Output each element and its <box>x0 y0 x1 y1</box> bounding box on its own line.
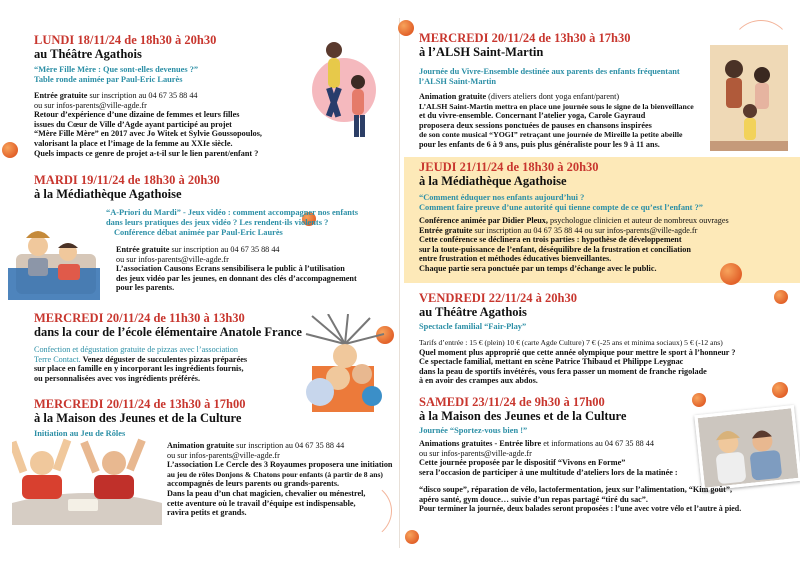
event-text: psychologue clinicien et auteur de nombreux ouvrages <box>547 216 729 225</box>
event-subtitle: Conférence débat animée par Paul-Eric Laurès <box>114 228 283 237</box>
event-text: Cette journée proposée par le dispositif “Vivons en Forme” <box>419 458 626 468</box>
event-text: Cette conférence se déclinera en trois parties : hypothèse de développement <box>419 235 682 245</box>
event-text: cette aventure où le travail d’équipe est indispensable, <box>167 498 356 508</box>
column-divider <box>399 18 400 548</box>
board-game-photo <box>12 433 162 525</box>
event-place: à la Maison des Jeunes et de la Culture <box>419 409 627 423</box>
event-wednesday-rpg <box>34 397 384 439</box>
event-text: sur inscription au 04 67 35 88 44 <box>169 245 280 254</box>
event-thursday <box>419 160 794 274</box>
orange-ball-deco <box>398 20 414 36</box>
event-subtitle: Spectacle familial “Fair-Play” <box>419 322 527 331</box>
event-text: accompagnés de leurs parents ou grands-parents. <box>167 479 340 489</box>
orange-ball-deco <box>405 530 419 544</box>
event-subtitle: “Mère Fille Mère : Que sont-elles devenues ?” <box>34 65 199 74</box>
entry-label: Entrée gratuite <box>34 91 88 100</box>
event-text: Chaque partie sera ponctuée par un temps d’échange avec le public. <box>419 263 657 273</box>
event-text: entre frustration et méthodes éducatives bienveillantes. <box>419 254 612 264</box>
event-text: et informations au 04 67 35 88 44 <box>541 439 654 448</box>
event-text: ou sur infos-parents@ville-agde.fr <box>116 254 229 264</box>
event-highlight: Confection et dégustation <box>34 345 119 354</box>
family-sport-photo <box>694 405 800 491</box>
event-place: au Théâtre Agathois <box>34 47 142 61</box>
event-text: ravira petits et grands. <box>167 508 247 518</box>
event-text: apéro santé, gym douce… suivie d’un repas partagé “tiré du sac”. <box>419 494 648 504</box>
event-wednesday-alsh <box>419 31 709 150</box>
event-text: des jeux vidéo par les jeunes, en donnant des clés d’accompagnement <box>116 273 357 283</box>
event-text: pour les parents. <box>116 283 175 293</box>
event-subtitle: “A-Priori du Mardi” - Jeux vidéo : comment accompagner nos enfants <box>106 208 358 217</box>
event-tuesday <box>34 173 374 293</box>
event-monday <box>34 33 304 158</box>
event-text: sur inscription au 04 67 35 88 44 <box>234 441 345 450</box>
event-subtitle: Table ronde animée par Paul-Eric Laurès <box>34 75 183 84</box>
event-date: MARDI 19/11/24 de 18h30 à 20h30 <box>34 173 220 187</box>
event-text: ou sur infos-parents@ville-agde.fr <box>34 100 147 110</box>
event-text: “disco soupe”, réparation de vélo, lactofermentation, jeux sur l’alimentation, “Kim goût”, <box>419 485 732 494</box>
price-text: Tarifs d’entrée : 15 € (plein) 10 € (carte Agde Culture) 7 € (-25 ans et minima sociaux) 5 € (-12 ans) <box>419 338 723 347</box>
event-text: dans la peau de sportifs invétérés, vous fera passer un moment de franche rigolade <box>419 366 707 376</box>
event-text: ou sur infos-parents@ville-agde.fr <box>167 450 280 460</box>
event-date: MERCREDI 20/11/24 de 13h30 à 17h00 <box>34 397 246 411</box>
event-place: à la Médiathèque Agathoise <box>34 187 182 201</box>
entry-label: Entrée gratuite <box>116 245 170 254</box>
entry-label: Animation gratuite <box>167 441 235 450</box>
event-subtitle: Comment faire preuve d’une autorité qui tienne compte de ce qu’est l’enfant ?” <box>419 203 703 212</box>
event-date: LUNDI 18/11/24 de 18h30 à 20h30 <box>34 33 217 47</box>
event-text: de son conte musical “YOGI” retraçant une journée de Mireille la petite abeille <box>419 130 683 140</box>
event-date: VENDREDI 22/11/24 à 20h30 <box>419 291 578 305</box>
event-text: issues du Cœur de Ville d’Agde ayant participé au projet <box>34 119 232 129</box>
event-text: “Mère Fille Mère” en 2017 avec Jo Witek et Sylvie Goussopoulos, <box>34 129 262 139</box>
event-date: SAMEDI 23/11/24 de 9h30 à 17h00 <box>419 395 605 409</box>
entry-label: Animations gratuites - Entrée libre <box>419 439 542 448</box>
event-subtitle: l’ALSH Saint-Martin <box>419 77 497 86</box>
event-saturday <box>419 395 709 477</box>
event-text: ou personnalisées avec vos ingrédients préférés. <box>34 373 201 383</box>
event-place: à l’ALSH Saint-Martin <box>419 45 544 59</box>
event-date: JEUDI 21/11/24 de 18h30 à 20h30 <box>419 160 599 174</box>
event-text: Dans la peau d’un chat magicien, chevalier ou ménestrel, <box>167 488 366 498</box>
event-text: Venez déguster de succulentes pizzas préparées <box>80 354 248 364</box>
event-highlight: gratuite de pizzas avec l’association <box>118 345 238 354</box>
event-text: sur la toute-puissance de l’enfant, déséquilibre de la frustration et conciliation <box>419 244 691 254</box>
event-text: sur inscription au 04 67 35 88 44 <box>87 91 198 100</box>
event-subtitle: Initiation au Jeu de Rôles <box>34 429 126 438</box>
event-subtitle: Journée “Sportez-vous bien !” <box>419 426 528 435</box>
event-text: valorisant la place et l’image de la femme au XXIe siècle. <box>34 138 233 148</box>
event-text: L’association Le Cercle des 3 Royaumes proposera une initiation <box>167 460 393 470</box>
event-text: proposera deux sessions ponctuées de pauses en chansons inspirées <box>419 120 652 130</box>
entry-label: Entrée gratuite <box>419 225 473 235</box>
event-friday <box>419 291 794 386</box>
entry-label: Animation gratuite <box>419 92 487 101</box>
speaker-label: Conférence animée par Didier Pleux, <box>419 216 548 225</box>
event-text: sur place en famille en y incorporant les ingrédients fournis, <box>34 364 244 374</box>
event-wednesday-pizza <box>34 311 304 383</box>
event-subtitle: dans leurs pratiques des jeux vidéo ? Les rendent-ils violents ? <box>106 218 329 227</box>
event-text: et du vivre-ensemble. Concernant l’atelier yoga, Carole Gayraud <box>419 111 646 121</box>
event-subtitle: “Comment éduquer nos enfants aujourd’hui ? <box>419 193 585 202</box>
event-text: au jeu de rôles Donjons & Chatons pour enfants (à partir de 8 ans) <box>167 469 383 479</box>
event-text: ou sur infos-parents@ville-agde.fr <box>419 448 532 458</box>
event-highlight: Terre Contact. <box>34 354 81 364</box>
event-subtitle: Journée du Vivre-Ensemble destinée aux parents des enfants fréquentant <box>419 67 680 76</box>
yoga-family-photo <box>710 45 788 151</box>
event-text: L’ALSH Saint-Martin mettra en place une journée sous le signe de la bienveillance <box>419 101 694 111</box>
event-text: à en avoir des crampes aux abdos. <box>419 376 538 386</box>
event-wednesday-rpg-text <box>167 441 397 518</box>
event-place: dans la cour de l’école élémentaire Anatole France <box>34 325 302 339</box>
event-text: sur inscription au 04 67 35 88 44 ou sur infos-parents@ville-agde.fr <box>472 225 698 235</box>
event-text: Pour terminer la journée, deux balades seront proposées : l’une avec votre vélo et l’autre à pied. <box>419 504 742 514</box>
event-text: pour les enfants de 6 à 9 ans, puis plus généraliste pour les 9 à 11 ans. <box>419 139 660 149</box>
event-text: (divers ateliers dont yoga enfant/parent) <box>486 92 620 101</box>
event-text: Ce spectacle familial, mettant en scène Patrice Thibaud et Philippe Leygnac <box>419 357 684 367</box>
event-text: Retour d’expérience d’une dizaine de femmes et leurs filles <box>34 110 240 120</box>
event-text: sera l’occasion de participer à une multitude d’ateliers lors de la matinée : <box>419 467 678 477</box>
event-date: MERCREDI 20/11/24 de 11h30 à 13h30 <box>34 311 245 325</box>
event-place: au Théâtre Agathois <box>419 305 527 319</box>
event-text: Quel moment plus approprié que cette année olympique pour mettre le sport à l’honneur ? <box>419 347 736 357</box>
event-date: MERCREDI 20/11/24 de 13h30 à 17h30 <box>419 31 631 45</box>
mother-daughter-photo <box>300 30 380 142</box>
event-saturday-details <box>419 485 794 514</box>
event-place: à la Médiathèque Agathoise <box>419 174 567 188</box>
event-text: Quels impacts ce genre de projet a-t-il sur le lien parent/enfant ? <box>34 148 259 158</box>
orange-ball-deco <box>2 142 18 158</box>
event-place: à la Maison des Jeunes et de la Culture <box>34 411 242 425</box>
event-text: L’association Causons Ecrans sensibilisera le public à l’utilisation <box>116 264 345 274</box>
